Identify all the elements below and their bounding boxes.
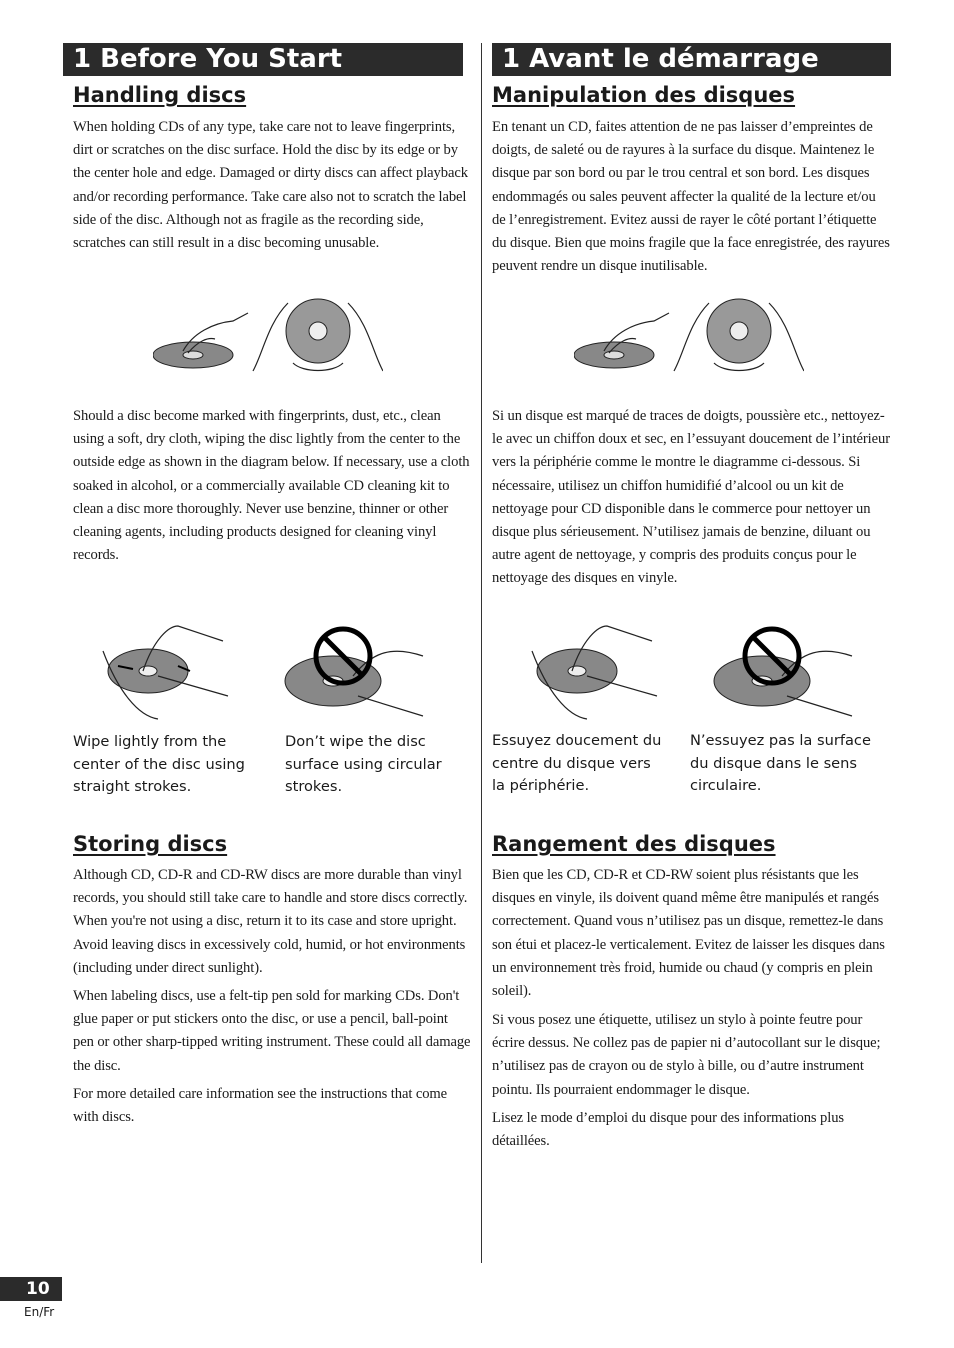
wipe-circular-prohibited-illustration bbox=[283, 621, 428, 721]
caption-wipe-circular: N’essuyez pas la surface du disque dans le sens circulaire. bbox=[690, 732, 871, 794]
chapter-title: 1 Avant le démarrage bbox=[492, 43, 891, 76]
wipe-straight-illustration bbox=[98, 621, 233, 721]
storing-para-1: Although CD, CD-R and CD-RW discs are more durable than vinyl records, you should still take care to handle and store discs correctly. When you're not using a disc, return it to its case and store upright. Avoid leaving discs in excessively cold, humid, or hot environments (including under direct sunlight). bbox=[73, 867, 468, 976]
handling-para-1: When holding CDs of any type, take care not to leave fingerprints, dirt or scratches on the disc surface. Hold the disc by its edge or by the center hole and edge. Damaged or dirty discs can affect playback and/or recording performance. Take care also not to scratch the label side of the disc. Although not as fragile as the recording side, scratches can still result in a disc becoming unusable. bbox=[73, 119, 468, 252]
section-heading-storing: Rangement des disques bbox=[492, 832, 776, 856]
page-number: 10 bbox=[0, 1277, 62, 1301]
handling-para-2: Si un disque est marqué de traces de doigts, poussière etc., nettoyez-le avec un chiffon doux et sec, en l’essuyant doucement de l’intérieur vers la périphérie comme le montre le diagramme ci-dessous. Si nécessaire, utilisez un chiffon humidifié d’alcool ou un kit de nettoyage pour CD disponible dans le commerce pour nettoyer un disque plus sérieusement. N’utilisez jamais de benzine, diluant ou autre agent de nettoyage, y compris des produits conçus pour le nettoyage des disques en vinyle. bbox=[492, 408, 890, 587]
wipe-circular-prohibited-illustration bbox=[712, 621, 857, 721]
handling-para-1: En tenant un CD, faites attention de ne pas laisser d’empreintes de doigts, de saleté ou de rayures à la surface du disque. Maintenez le disque par son bord ou par le trou central et son bord. Les disques endommagés ou sales peuvent affecter la qualité de la lecture et/ou de l’enregistrement. Evitez aussi de rayer le côté portant l’étiquette du disque. Bien que moins fragile que la face enregistrée, des rayures peuvent rendre un disque inutilisable. bbox=[492, 119, 890, 275]
chapter-title: 1 Before You Start bbox=[63, 43, 463, 76]
section-heading-handling: Handling discs bbox=[73, 83, 247, 107]
storing-para-2: When labeling discs, use a felt-tip pen sold for marking CDs. Don't glue paper or put stickers onto the disc, or use a pencil, ball-point pen or other sharp-tipped writing instrument. These could all damage the disc. bbox=[73, 988, 471, 1074]
caption-wipe-circular: Don’t wipe the disc surface using circular strokes. bbox=[285, 733, 442, 795]
caption-wipe-straight: Wipe lightly from the center of the disc using straight strokes. bbox=[73, 733, 245, 795]
column-divider bbox=[481, 43, 482, 1263]
storing-para-3: For more detailed care information see the instructions that come with discs. bbox=[73, 1086, 448, 1126]
french-column bbox=[492, 43, 891, 1150]
handling-para-2: Should a disc become marked with fingerprints, dust, etc., clean using a soft, dry cloth, wiping the disc lightly from the center to the outside edge as shown in the diagram below. If necessary, use a cloth soaked in alcohol, or a commercially available CD cleaning kit to clean a disc more thoroughly. Never use benzine, thinner or other cleaning agents, including products designed for cleaning vinyl records. bbox=[73, 408, 470, 564]
caption-wipe-straight: Essuyez doucement du centre du disque vers la périphérie. bbox=[492, 732, 662, 794]
storing-para-3: Lisez le mode d’emploi du disque pour des informations plus détaillées. bbox=[492, 1110, 844, 1150]
storing-para-2: Si vous posez une étiquette, utilisez un stylo à pointe feutre pour écrire dessus. Ne collez pas de papier ni d’autocollant sur le disque; n’utilisez pas de crayon ou de stylo à bille, ou d’autre instrument pointu. Ils pourraient endommager le disque. bbox=[492, 1012, 881, 1098]
section-heading-handling: Manipulation des disques bbox=[492, 83, 796, 107]
section-heading-storing: Storing discs bbox=[73, 832, 228, 856]
english-column bbox=[73, 43, 472, 1126]
storing-para-1: Bien que les CD, CD-R et CD-RW soient plus résistants que les disques en vinyle, ils doivent quand même être manipulés et rangés correctement. Quand vous n’utilisez pas un disque, remettez-le dans son étui et placez-le verticalement. Evitez de laisser les disques dans un environnement très froid, humide ou chaud (y compris en plein soleil). bbox=[492, 867, 885, 1000]
disc-holding-illustration bbox=[574, 293, 804, 383]
disc-holding-illustration bbox=[153, 293, 383, 383]
wipe-straight-illustration bbox=[527, 621, 662, 721]
language-label: En/Fr bbox=[24, 1305, 55, 1319]
